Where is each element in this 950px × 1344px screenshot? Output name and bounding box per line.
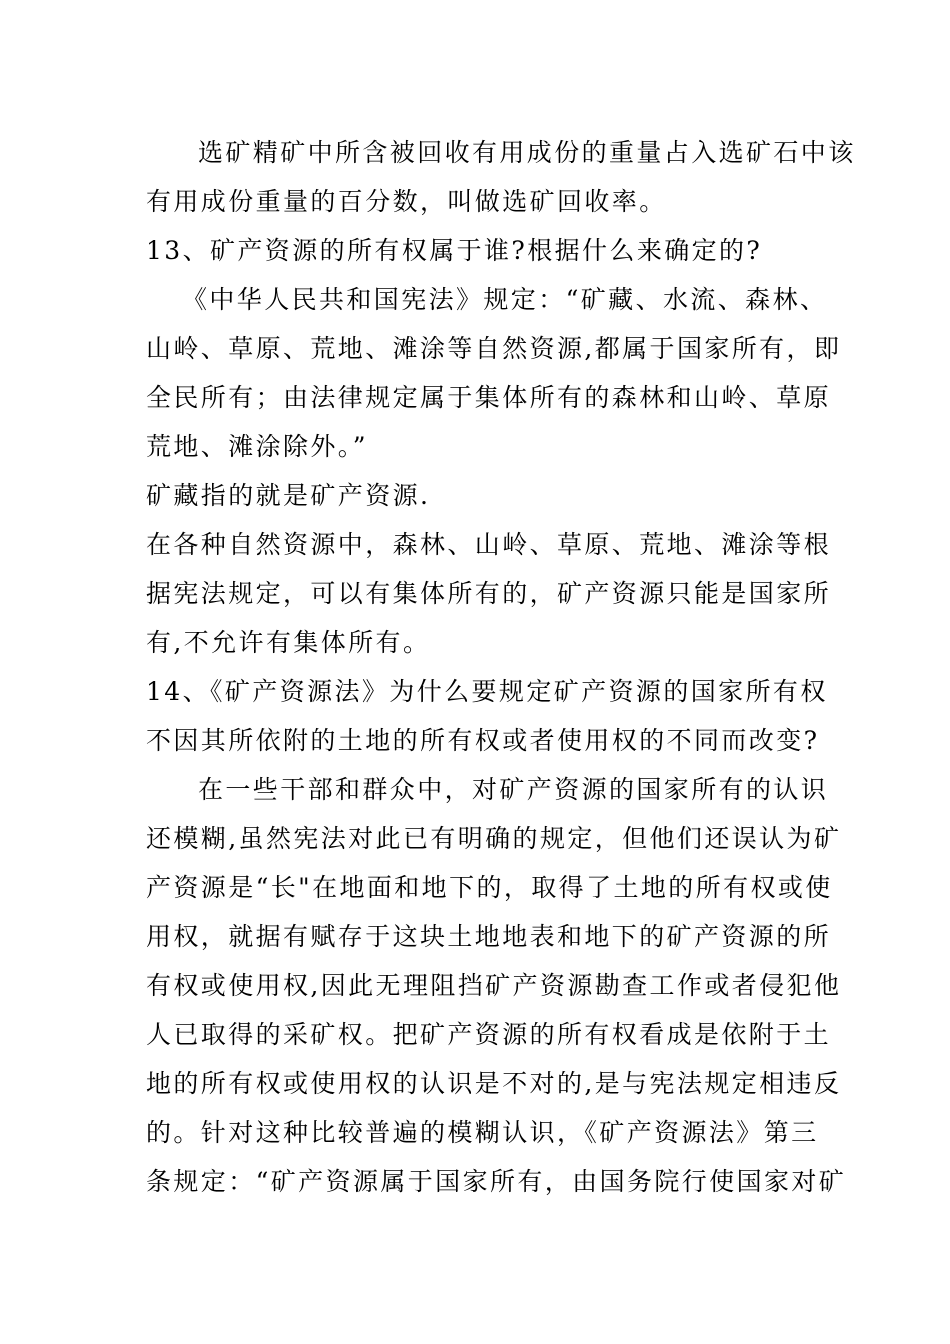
paragraph-line: 用权，就据有赋存于这块土地地表和地下的矿产资源的所 <box>146 922 832 951</box>
question-heading: 14、《矿产资源法》为什么要规定矿产资源的国家所有权 <box>146 677 828 706</box>
paragraph-line: 在各种自然资源中，森林、山岭、草原、荒地、滩涂等根 <box>146 530 832 559</box>
paragraph-line: 有用成份重量的百分数，叫做选矿回收率。 <box>146 187 667 216</box>
paragraph-line: 的。针对这种比较普遍的模糊认识，《矿产资源法》第三 <box>146 1118 819 1147</box>
paragraph-line: 人已取得的采矿权。把矿产资源的所有权看成是依附于土 <box>146 1020 832 1049</box>
paragraph-line: 全民所有；由法律规定属于集体所有的森林和山岭、草原 <box>146 383 832 412</box>
paragraph-line: 地的所有权或使用权的认识是不对的,是与宪法规定相违反 <box>146 1069 842 1098</box>
paragraph-line: 选矿精矿中所含被回收有用成份的重量占入选矿石中该 <box>198 138 856 167</box>
paragraph-line: 有权或使用权,因此无理阻挡矿产资源勘查工作或者侵犯他 <box>146 971 842 1000</box>
paragraph-line: 有,不允许有集体所有。 <box>146 628 431 657</box>
paragraph-line: 据宪法规定，可以有集体所有的，矿产资源只能是国家所 <box>146 579 832 608</box>
document-body <box>146 128 856 1206</box>
paragraph-line: 还模糊,虽然宪法对此已有明确的规定，但他们还误认为矿 <box>146 824 842 853</box>
paragraph-line: 山岭、草原、荒地、滩涂等自然资源,都属于国家所有，即 <box>146 334 842 363</box>
question-heading: 不因其所依附的土地的所有权或者使用权的不同而改变? <box>146 726 820 755</box>
paragraph-line: 产资源是“长"在地面和地下的，取得了土地的所有权或使 <box>146 873 833 902</box>
paragraph-line: 荒地、滩涂除外。” <box>146 432 368 461</box>
paragraph-line: 《中华人民共和国宪法》规定：“矿藏、水流、森林、 <box>182 285 828 314</box>
paragraph-line: 在一些干部和群众中，对矿产资源的国家所有的认识 <box>198 775 829 804</box>
question-heading: 13、矿产资源的所有权属于谁?根据什么来确定的? <box>146 236 763 265</box>
paragraph-line: 矿藏指的就是矿产资源. <box>146 481 431 510</box>
paragraph-line: 条规定：“矿产资源属于国家所有，由国务院行使国家对矿 <box>146 1167 847 1196</box>
